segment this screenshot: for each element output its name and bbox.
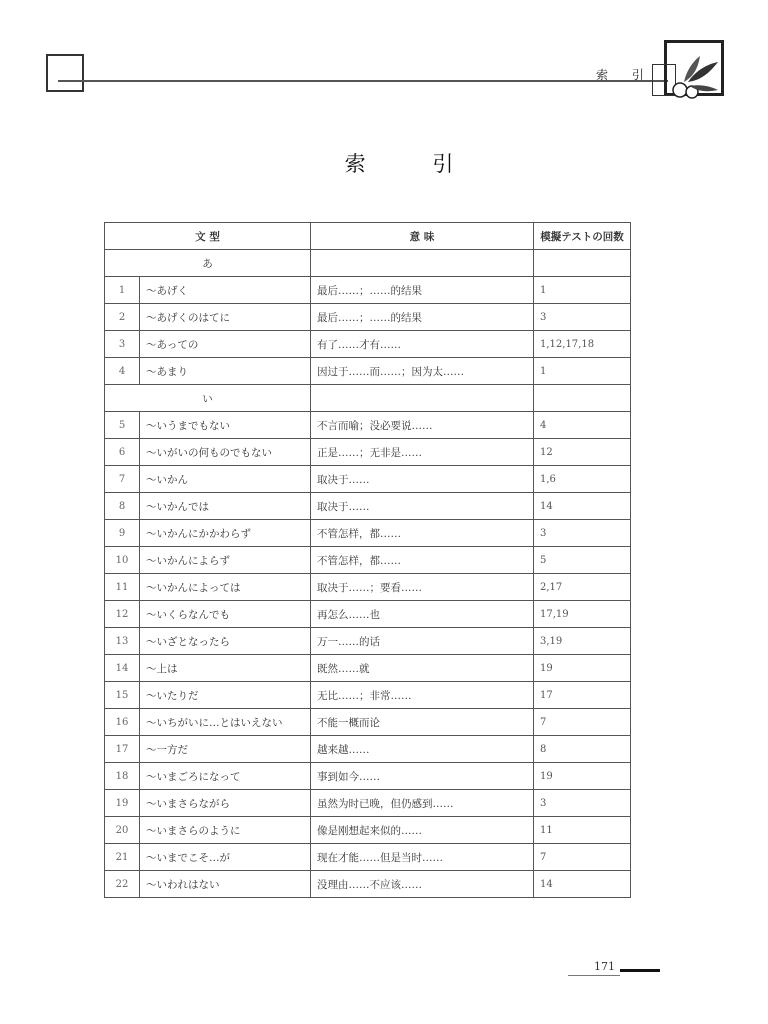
- column-header-pattern: 文 型: [105, 223, 311, 250]
- empty-cell: [311, 385, 534, 412]
- row-number: 17: [105, 736, 140, 763]
- test-cell: 11: [534, 817, 631, 844]
- table-row: [105, 763, 631, 790]
- row-number: 12: [105, 601, 140, 628]
- leaf-ornament-icon: [662, 52, 722, 102]
- table-row: [105, 682, 631, 709]
- row-number: 20: [105, 817, 140, 844]
- row-number: 21: [105, 844, 140, 871]
- pattern-cell: ～あっての: [140, 331, 311, 358]
- table-row: [105, 655, 631, 682]
- meaning-cell: 因过于……而……；因为太……: [311, 358, 534, 385]
- pattern-cell: ～いわれはない: [140, 871, 311, 898]
- row-number: 4: [105, 358, 140, 385]
- pattern-cell: ～あげく: [140, 277, 311, 304]
- row-number: 19: [105, 790, 140, 817]
- pattern-cell: ～いまごろになって: [140, 763, 311, 790]
- test-cell: 19: [534, 655, 631, 682]
- meaning-cell: 再怎么……也: [311, 601, 534, 628]
- row-number: 18: [105, 763, 140, 790]
- meaning-cell: 现在才能……但是当时……: [311, 844, 534, 871]
- table-row: [105, 628, 631, 655]
- row-number: 2: [105, 304, 140, 331]
- table-row: [105, 331, 631, 358]
- table-row: [105, 601, 631, 628]
- meaning-cell: 不能一概而论: [311, 709, 534, 736]
- pattern-cell: ～いくらなんでも: [140, 601, 311, 628]
- column-header-test: 模擬テストの回数: [534, 223, 631, 250]
- pattern-cell: ～いかんによっては: [140, 574, 311, 601]
- test-cell: 3: [534, 520, 631, 547]
- table-row: [105, 736, 631, 763]
- table-row: [105, 709, 631, 736]
- pattern-cell: ～あげくのはてに: [140, 304, 311, 331]
- pattern-cell: ～いかんにかかわらず: [140, 520, 311, 547]
- test-cell: 19: [534, 763, 631, 790]
- meaning-cell: 不管怎样，都……: [311, 547, 534, 574]
- table-row: [105, 817, 631, 844]
- header-section-label: 索 引: [596, 68, 654, 82]
- row-number: 7: [105, 466, 140, 493]
- table-header-row: [105, 223, 631, 250]
- kana-heading: い: [105, 385, 311, 412]
- test-cell: 3,19: [534, 628, 631, 655]
- index-body: [105, 250, 631, 898]
- meaning-cell: 没理由……不应该……: [311, 871, 534, 898]
- test-cell: 4: [534, 412, 631, 439]
- pattern-cell: ～上は: [140, 655, 311, 682]
- pattern-cell: ～あまり: [140, 358, 311, 385]
- meaning-cell: 既然……就: [311, 655, 534, 682]
- meaning-cell: 有了……才有……: [311, 331, 534, 358]
- table-row: [105, 439, 631, 466]
- row-number: 15: [105, 682, 140, 709]
- row-number: 6: [105, 439, 140, 466]
- row-number: 14: [105, 655, 140, 682]
- row-number: 9: [105, 520, 140, 547]
- test-cell: 14: [534, 871, 631, 898]
- page-number-bar: [620, 969, 660, 972]
- row-number: 3: [105, 331, 140, 358]
- row-number: 13: [105, 628, 140, 655]
- test-cell: 5: [534, 547, 631, 574]
- test-cell: 12: [534, 439, 631, 466]
- meaning-cell: 事到如今……: [311, 763, 534, 790]
- table-row: [105, 493, 631, 520]
- pattern-cell: ～いがいの何ものでもない: [140, 439, 311, 466]
- pattern-cell: ～いまでこそ…が: [140, 844, 311, 871]
- kana-group-row: [105, 385, 631, 412]
- table-row: [105, 547, 631, 574]
- row-number: 10: [105, 547, 140, 574]
- test-cell: 17: [534, 682, 631, 709]
- pattern-cell: ～いかんによらず: [140, 547, 311, 574]
- meaning-cell: 取决于……；要看……: [311, 574, 534, 601]
- pattern-cell: ～いちがいに…とはいえない: [140, 709, 311, 736]
- table-row: [105, 871, 631, 898]
- pattern-cell: ～いうまでもない: [140, 412, 311, 439]
- row-number: 8: [105, 493, 140, 520]
- row-number: 22: [105, 871, 140, 898]
- pattern-cell: ～いかんでは: [140, 493, 311, 520]
- index-table: [104, 222, 631, 898]
- meaning-cell: 无比……；非常……: [311, 682, 534, 709]
- test-cell: 7: [534, 844, 631, 871]
- table-row: [105, 574, 631, 601]
- meaning-cell: 正是……；无非是……: [311, 439, 534, 466]
- test-cell: 1: [534, 358, 631, 385]
- test-cell: 8: [534, 736, 631, 763]
- meaning-cell: 虽然为时已晚，但仍感到……: [311, 790, 534, 817]
- meaning-cell: 像是刚想起来似的……: [311, 817, 534, 844]
- row-number: 11: [105, 574, 140, 601]
- test-cell: 1,12,17,18: [534, 331, 631, 358]
- test-cell: 2,17: [534, 574, 631, 601]
- meaning-cell: 不言而喻；没必要说……: [311, 412, 534, 439]
- meaning-cell: 最后……；……的结果: [311, 277, 534, 304]
- page-rule: [568, 975, 620, 976]
- pattern-cell: ～一方だ: [140, 736, 311, 763]
- header-rule: [58, 80, 668, 82]
- test-cell: 14: [534, 493, 631, 520]
- empty-cell: [311, 250, 534, 277]
- test-cell: 1: [534, 277, 631, 304]
- test-cell: 1,6: [534, 466, 631, 493]
- row-number: 16: [105, 709, 140, 736]
- meaning-cell: 取决于……: [311, 493, 534, 520]
- pattern-cell: ～いまさらながら: [140, 790, 311, 817]
- test-cell: 3: [534, 790, 631, 817]
- test-cell: 17,19: [534, 601, 631, 628]
- page-title: 索 引: [344, 152, 484, 176]
- meaning-cell: 不管怎样，都……: [311, 520, 534, 547]
- row-number: 1: [105, 277, 140, 304]
- column-header-meaning: 意 味: [311, 223, 534, 250]
- pattern-cell: ～いざとなったら: [140, 628, 311, 655]
- row-number: 5: [105, 412, 140, 439]
- meaning-cell: 万一……的话: [311, 628, 534, 655]
- table-row: [105, 844, 631, 871]
- table-row: [105, 520, 631, 547]
- table-row: [105, 358, 631, 385]
- empty-cell: [534, 250, 631, 277]
- meaning-cell: 最后……；……的结果: [311, 304, 534, 331]
- empty-cell: [534, 385, 631, 412]
- table-row: [105, 304, 631, 331]
- test-cell: 7: [534, 709, 631, 736]
- page-number: 171: [594, 960, 615, 973]
- meaning-cell: 越来越……: [311, 736, 534, 763]
- table-row: [105, 466, 631, 493]
- table-row: [105, 790, 631, 817]
- meaning-cell: 取决于……: [311, 466, 534, 493]
- pattern-cell: ～いかん: [140, 466, 311, 493]
- pattern-cell: ～いまさらのように: [140, 817, 311, 844]
- kana-group-row: [105, 250, 631, 277]
- table-row: [105, 277, 631, 304]
- test-cell: 3: [534, 304, 631, 331]
- pattern-cell: ～いたりだ: [140, 682, 311, 709]
- kana-heading: あ: [105, 250, 311, 277]
- table-row: [105, 412, 631, 439]
- header-square-left: [46, 54, 84, 92]
